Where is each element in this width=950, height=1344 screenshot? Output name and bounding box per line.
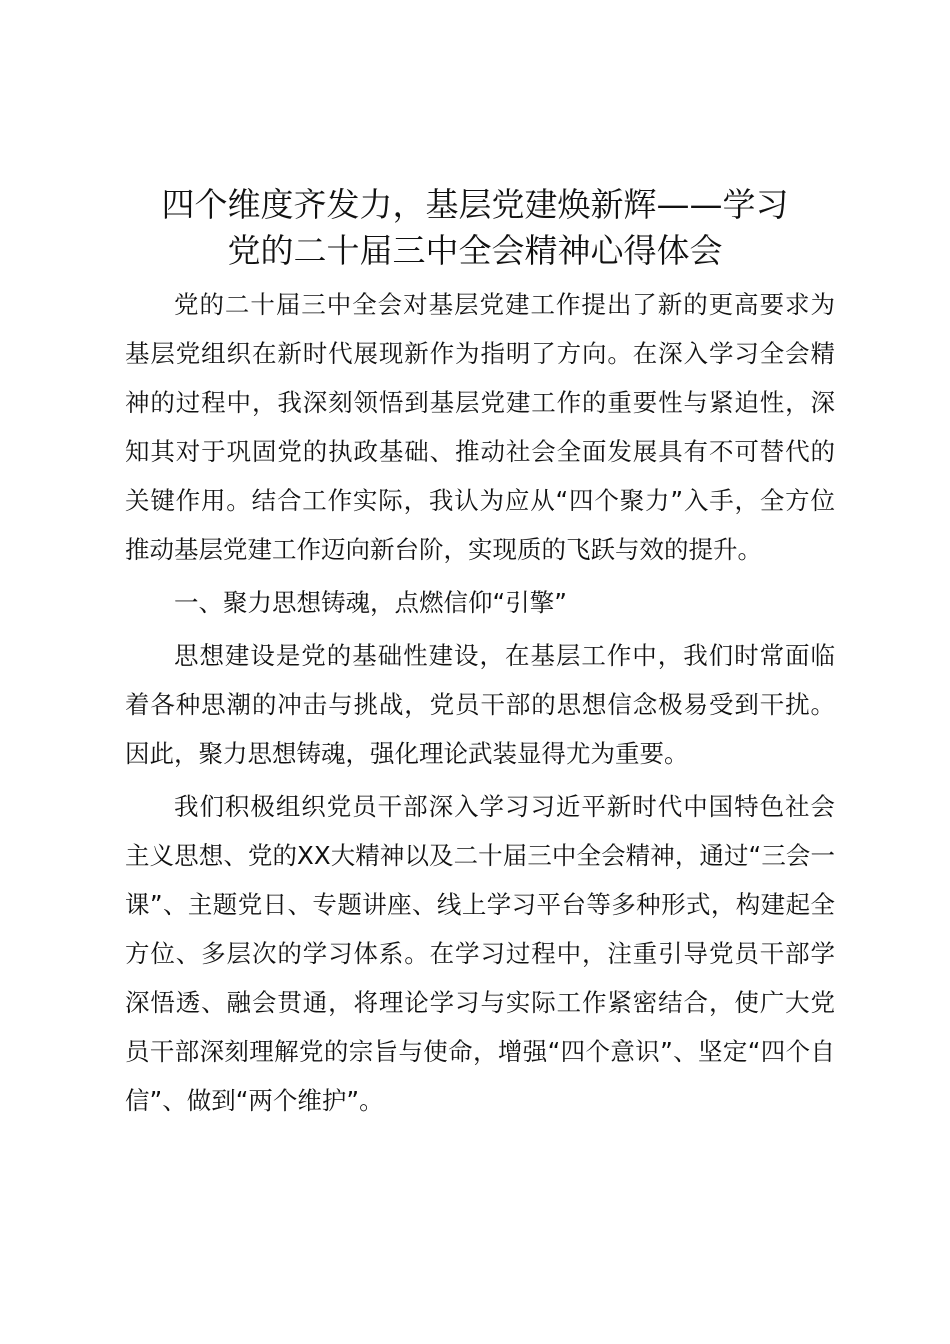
document-title bbox=[100, 182, 850, 274]
title-line-1: 四个维度齐发力，基层党建焕新辉——学习 bbox=[161, 185, 789, 224]
intro-paragraph: 党的二十届三中全会对基层党建工作提出了新的更高要求为基层党组织在新时代展现新作为指明了方向。在深入学习全会精神的过程中，我深刻领悟到基层党建工作的重要性与紧迫性，深知其对于巩固党的执政基础、推动社会全面发展具有不可替代的关键作用。结合工作实际，我认为应从“四个聚力”入手，全方位推动基层党建工作迈向新台阶，实现质的飞跃与效的提升。 bbox=[125, 290, 835, 564]
body-paragraph: 思想建设是党的基础性建设，在基层工作中，我们时常面临着各种思潮的冲击与挑战，党员干部的思想信念极易受到干扰。因此，聚力思想铸魂，强化理论武装显得尤为重要。 bbox=[125, 641, 835, 768]
section-heading: 一、聚力思想铸魂，点燃信仰“引擎” bbox=[174, 588, 567, 617]
body-paragraph: 我们积极组织党员干部深入学习习近平新时代中国特色社会主义思想、党的XX大精神以及二十届三中全会精神，通过“三会一课”、主题党日、专题讲座、线上学习平台等多种形式，构建起全方位、多层次的学习体系。在学习过程中，注重引导党员干部学深悟透、融会贯通，将理论学习与实际工作紧密结合，使广大党员干部深刻理解党的宗旨与使命，增强“四个意识”、坚定“四个自信”、做到“两个维护”。 bbox=[125, 792, 835, 1115]
title-line-2: 党的二十届三中全会精神心得体会 bbox=[227, 231, 723, 270]
document-body bbox=[125, 280, 835, 1129]
